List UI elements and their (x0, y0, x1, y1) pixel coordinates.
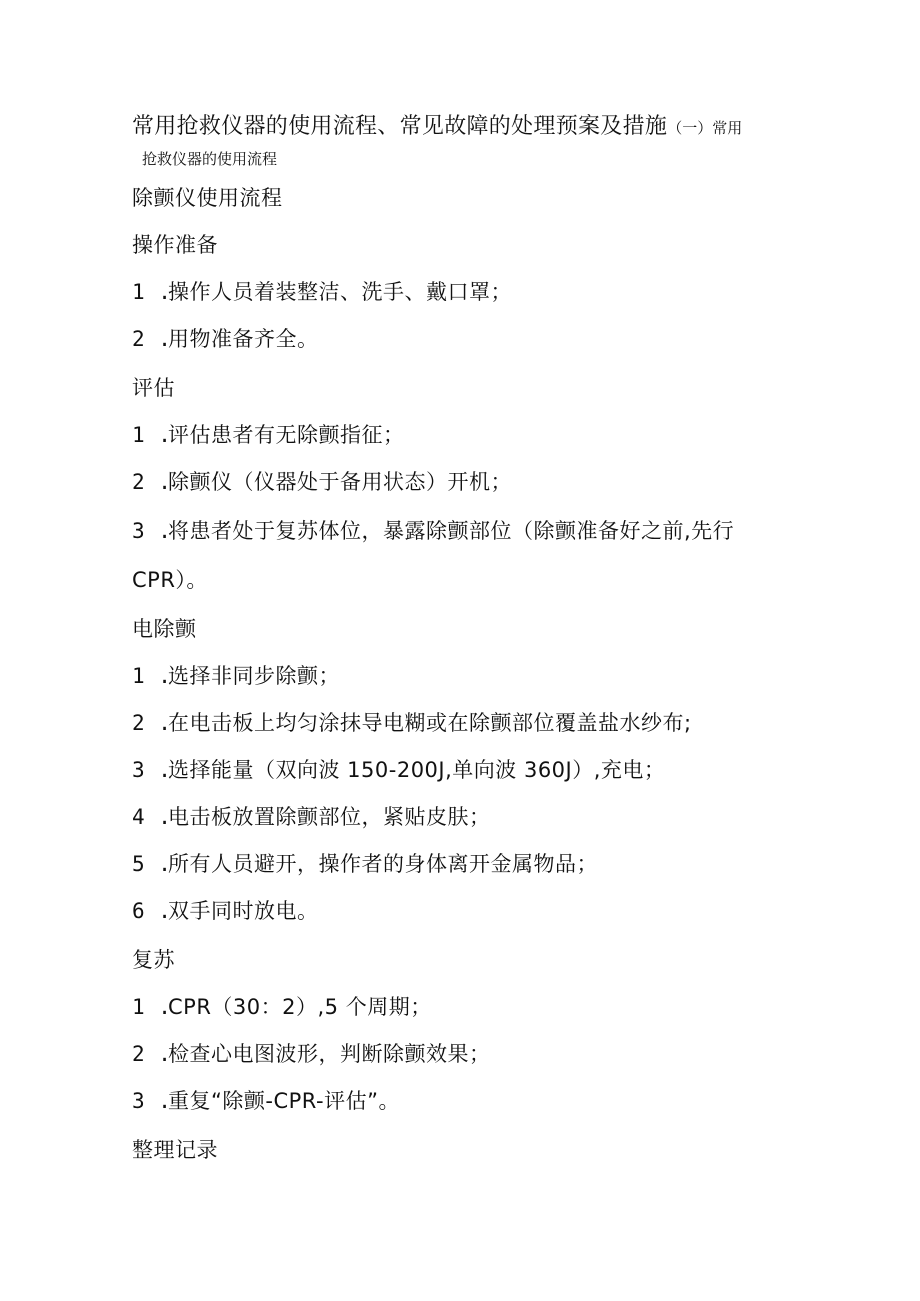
list-item (132, 421, 405, 449)
section-heading (132, 615, 197, 643)
title-continuation: 抢救仪器的使用流程 (142, 150, 278, 168)
title-main: 常用抢救仪器的使用流程、常见故障的处理预案及措施 (132, 114, 668, 139)
list-item-number: 1 . (132, 280, 172, 304)
list-item-text: 评估 (132, 376, 175, 400)
list-item-number: 4 . (132, 805, 172, 829)
list-item (132, 897, 319, 925)
list-item-text: 将患者处于复苏体位，暴露除颤部位（除颤准备好之前,先行 (168, 519, 735, 543)
list-item-number: 2 . (132, 711, 172, 735)
list-item (132, 325, 319, 353)
list-item-text: 操作人员着装整洁、洗手、戴口罩； (168, 280, 512, 304)
list-item (132, 993, 432, 1021)
list-item-text: 复苏 (132, 948, 175, 972)
list-item (132, 709, 692, 737)
list-item-number: 1 . (132, 995, 172, 1019)
list-item (132, 278, 512, 306)
list-item (132, 756, 665, 784)
list-item-text: CPR）。 (132, 568, 208, 592)
section-heading (132, 946, 175, 974)
list-item-number: 1 . (132, 423, 172, 447)
list-item-text: 评估患者有无除颤指征； (168, 423, 405, 447)
list-item-number: 1 . (132, 664, 172, 688)
list-item-number: 3 . (132, 758, 172, 782)
section-heading (132, 374, 175, 402)
list-item-text: 在电击板上均匀涂抹导电糊或在除颤部位覆盖盐水纱布; (168, 711, 692, 735)
list-item (132, 468, 512, 496)
section-heading (132, 231, 218, 259)
list-item (132, 1040, 491, 1068)
list-item-text: 选择非同步除颤； (168, 664, 340, 688)
list-item-number: 2 . (132, 327, 172, 351)
list-item-text: 选择能量（双向波 150-200J,单向波 360J）,充电； (168, 758, 666, 782)
list-item-text: 用物准备齐全。 (168, 327, 319, 351)
list-item-number: 5 . (132, 852, 172, 876)
title-suffix: （一）常用 (667, 119, 743, 137)
list-item-number: 2 . (132, 470, 172, 494)
list-item-number: 3 . (132, 1089, 172, 1113)
list-item-text: 整理记录 (132, 1138, 218, 1162)
list-item (132, 566, 208, 594)
section-heading (132, 1136, 218, 1164)
list-item-text: 双手同时放电。 (168, 899, 319, 923)
list-item-text: 电击板放置除颤部位，紧贴皮肤； (168, 805, 491, 829)
list-item-text: 除颤仪（仪器处于备用状态）开机； (168, 470, 512, 494)
list-item (132, 1087, 400, 1115)
list-item-text: 所有人员避开，操作者的身体离开金属物品； (168, 852, 598, 876)
list-item-text: 重复“除颤-CPR-评估”。 (168, 1089, 400, 1113)
list-item-text: 除颤仪使用流程 (132, 186, 283, 210)
list-item (132, 517, 734, 545)
list-item-text: 检查心电图波形，判断除颤效果； (168, 1042, 491, 1066)
list-item (132, 850, 598, 878)
section-heading (132, 184, 283, 212)
list-item-number: 6 . (132, 899, 172, 923)
list-item-number: 2 . (132, 1042, 172, 1066)
list-item (132, 803, 491, 831)
list-item-number: 3 . (132, 519, 172, 543)
list-item-text: 电除颤 (132, 617, 197, 641)
list-item (132, 662, 340, 690)
list-item-text: 操作准备 (132, 233, 218, 257)
list-item-text: CPR（30：2）,5 个周期； (168, 995, 432, 1019)
document-title (132, 113, 742, 142)
